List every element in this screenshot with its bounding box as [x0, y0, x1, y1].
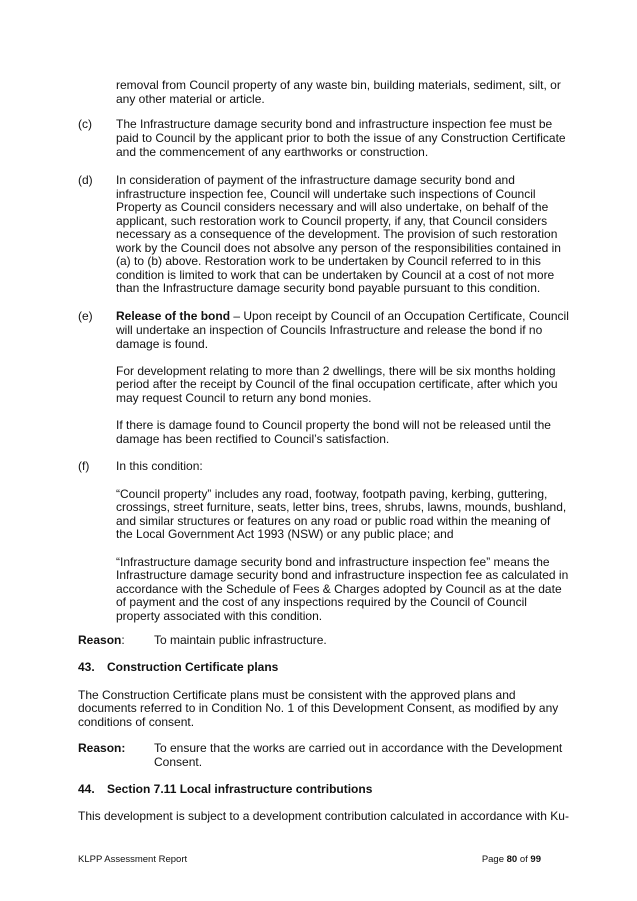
release-of-bond-heading: Release of the bond — [116, 309, 231, 323]
item-d-line-4: applicant, such restoration work to Council property, if any, that Council considers — [116, 214, 548, 228]
item-e-para2-line-2: period after the receipt by Council of the final occupation certificate, after which you — [116, 377, 558, 391]
item-e-line-3: damage is found. — [116, 337, 209, 351]
section-44-line-1: This development is subject to a development contribution calculated in accordance with Ku- — [78, 809, 569, 823]
item-d-line-2: infrastructure inspection fee, Council will undertake such inspections of Council — [116, 187, 536, 201]
item-f-para1-line-3: and similar structures or features on any road or public road within the meaning of — [116, 514, 551, 528]
item-f-para1-line-1: “Council property” includes any road, footway, footpath paving, kerbing, guttering, — [116, 487, 548, 501]
reason-2-line-1: To ensure that the works are carried out in accordance with the Development — [154, 741, 563, 755]
item-d-line-1: In consideration of payment of the infrastructure damage security bond and — [116, 173, 515, 187]
section-43-line-3: conditions of consent. — [78, 715, 195, 729]
item-f-label: (f) — [78, 459, 90, 473]
item-e-para3-line-2: damage has been rectified to Council’s satisfaction. — [116, 432, 390, 446]
footer-page-current: 80 — [506, 854, 518, 865]
section-43-line-2: documents referred to in Condition No. 1 of this Development Consent, as modified by any — [78, 701, 559, 715]
item-f-para2-line-1: “Infrastructure damage security bond and infrastructure inspection fee” means the — [116, 555, 550, 569]
item-f-para1-line-4: the Local Government Act 1993 (NSW) or any public place; and — [116, 527, 454, 541]
section-43-line-1: The Construction Certificate plans must be consistent with the approved plans and — [78, 688, 516, 702]
intro-line-2: any other material or article. — [116, 92, 265, 106]
item-f-intro: In this condition: — [116, 459, 203, 473]
section-43-title: Construction Certificate plans — [107, 660, 279, 674]
footer-page-sep: of — [517, 854, 531, 865]
item-e-line-2: will undertake an inspection of Councils Infrastructure and release the bond if no — [116, 323, 543, 337]
reason-1-label — [78, 634, 125, 648]
reason-1-colon: : — [121, 633, 125, 647]
item-c-label: (c) — [78, 117, 92, 131]
item-c-line-2: paid to Council by the applicant prior to both the issue of any Construction Certificate — [116, 131, 566, 145]
item-e-line-1-rest: – Upon receipt by Council of an Occupation Certificate, Council — [230, 309, 569, 323]
item-f-para2-line-2: Infrastructure damage security bond and infrastructure inspection fee as calculated in — [116, 568, 569, 582]
item-f-para1-line-2: crossings, street furniture, seats, letter bins, trees, shrubs, lawns, mounds, bushland, — [116, 500, 567, 514]
reason-2-label: Reason: — [78, 741, 126, 755]
item-f-para2-line-3: accordance with the Schedule of Fees & Charges adopted by Council as at the date — [116, 582, 562, 596]
reason-2-line-2: Consent. — [154, 755, 203, 769]
section-43-number: 43. — [78, 660, 95, 674]
item-d-line-7: (a) to (b) above. Restoration work to be undertaken by Council referred to in this — [116, 254, 541, 268]
item-e-para2-line-1: For development relating to more than 2 dwellings, there will be six months holding — [116, 364, 556, 378]
intro-line-1: removal from Council property of any waste bin, building materials, sediment, silt, or — [116, 78, 561, 92]
footer-page-prefix: Page — [481, 854, 507, 865]
item-f-para2-line-5: property associated with this condition. — [116, 609, 323, 623]
reason-1-text: To maintain public infrastructure. — [154, 633, 327, 647]
item-c-line-1: The Infrastructure damage security bond and infrastructure inspection fee must be — [116, 117, 553, 131]
item-d-line-5: necessary as a consequence of the development. The provision of such restoration — [116, 227, 558, 241]
footer-report-name: KLPP Assessment Report — [78, 854, 188, 865]
section-44-number: 44. — [78, 782, 95, 796]
item-c-line-3: and the commencement of any earthworks or construction. — [116, 145, 429, 159]
item-d-line-8: condition is limited to work that can be undertaken by Council at a cost of not more — [116, 268, 555, 282]
item-e-line-1 — [116, 310, 569, 324]
item-d-line-6: work by the Council does not absolve any person of the responsibilities contained in — [116, 241, 561, 255]
item-d-label: (d) — [78, 173, 93, 187]
item-d-line-9: than the Infrastructure damage security bond payable pursuant to this condition. — [116, 281, 541, 295]
item-f-para2-line-4: of payment and the cost of any inspections required by the Council of Council — [116, 595, 527, 609]
reason-1-label-text: Reason — [78, 633, 122, 647]
footer-page-number — [482, 854, 541, 865]
item-e-label: (e) — [78, 309, 93, 323]
item-e-para2-line-3: may request Council to return any bond monies. — [116, 391, 372, 405]
item-e-para3-line-1: If there is damage found to Council property the bond will not be released until the — [116, 418, 551, 432]
section-44-title: Section 7.11 Local infrastructure contributions — [107, 782, 373, 796]
item-d-line-3: Property as Council considers necessary and will also undertake, on behalf of the — [116, 200, 549, 214]
footer-page-total: 99 — [530, 854, 541, 865]
